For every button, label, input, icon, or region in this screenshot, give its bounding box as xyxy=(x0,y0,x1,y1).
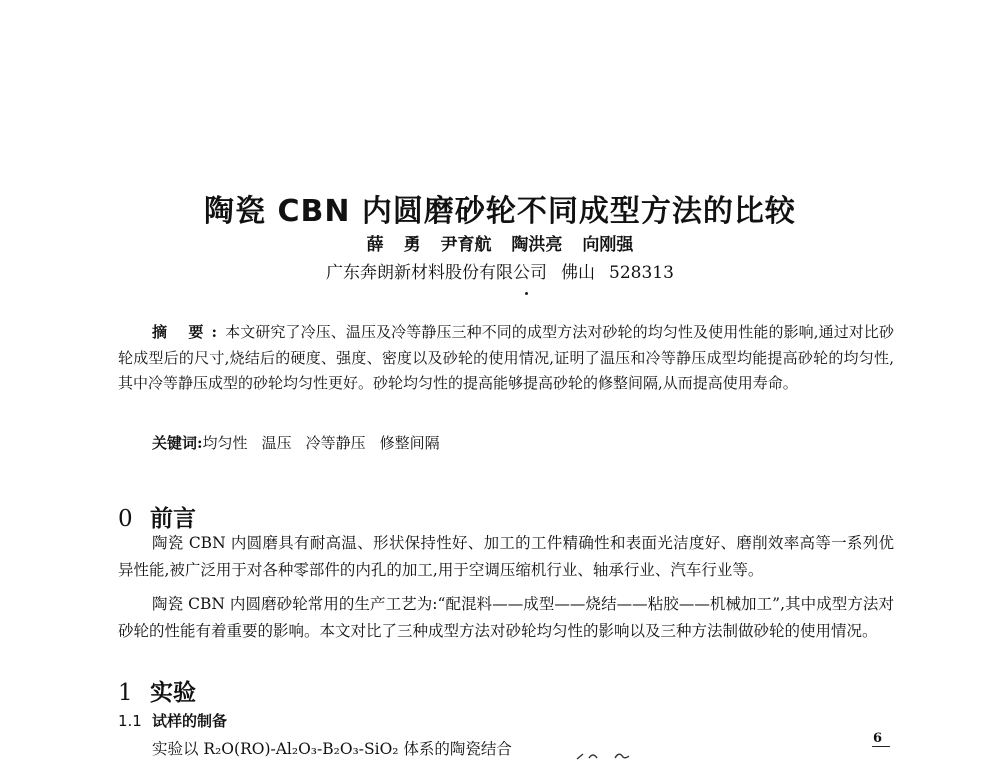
author-list xyxy=(0,230,1000,255)
keyword-3: 冷等静压 xyxy=(305,434,366,452)
subsection-heading xyxy=(118,710,227,731)
author-4: 向刚强 xyxy=(582,235,634,255)
paper-title: 陶瓷 CBN 内圆磨砂轮不同成型方法的比较 xyxy=(204,194,796,229)
author-1: 薛 勇 xyxy=(366,235,421,255)
author-2: 尹育航 xyxy=(440,235,492,255)
keywords-label: 关键词: xyxy=(152,434,203,452)
intro-paragraph-2 xyxy=(118,591,894,645)
keyword-2: 温压 xyxy=(261,434,292,452)
keywords xyxy=(152,432,440,453)
keyword-1: 均匀性 xyxy=(202,434,248,452)
section-heading-experiment xyxy=(118,674,196,707)
affiliation-org: 广东奔朗新材料股份有限公司 xyxy=(326,263,548,283)
intro-paragraph-2-text: 陶瓷 CBN 内圆磨砂轮常用的生产工艺为:“配混料——成型——烧结——粘胶——机械加工”,其中成型方法对砂轮的性能有着重要的影响。本文对比了三种成型方法对砂轮均匀性的影响以及三种方法制做砂轮的使用情况。 xyxy=(118,595,894,640)
handwritten-scribble xyxy=(575,750,635,760)
subsection-number: 1.1 xyxy=(118,712,142,730)
abstract xyxy=(118,320,894,397)
section-heading-intro xyxy=(118,500,196,533)
subsection-title: 试样的制备 xyxy=(152,712,228,730)
section-title: 实验 xyxy=(150,679,196,706)
margin-mark xyxy=(864,746,891,761)
intro-paragraph-1 xyxy=(118,530,894,584)
section-number: 0 xyxy=(118,506,133,532)
section-title: 前言 xyxy=(150,505,196,532)
affiliation xyxy=(0,258,1000,283)
abstract-text: 本文研究了冷压、温压及冷等静压三种不同的成型方法对砂轮的均匀性及使用性能的影响,通过对比砂轮成型后的尺寸,烧结后的硬度、强度、密度以及砂轮的使用情况,证明了温压和冷等静压成型均能提高砂轮的均匀性,其中冷等静压成型的砂轮均匀性更好。砂轮均匀性的提高能够提高砂轮的修整间隔,从而提高使用寿命。 xyxy=(118,323,894,392)
experiment-paragraph-1: 实验以 R₂O(RO)-Al₂O₃-B₂O₃-SiO₂ 体系的陶瓷结合 xyxy=(152,740,512,758)
abstract-label: 摘 要: xyxy=(152,323,226,341)
keyword-4: 修整间隔 xyxy=(379,434,440,452)
intro-paragraph-1-text: 陶瓷 CBN 内圆磨具有耐高温、形状保持性好、加工的工件精确性和表面光洁度好、磨削效率高等一系列优异性能,被广泛用于对各种零部件的内孔的加工,用于空调压缩机行业、轴承行业、汽车行业等。 xyxy=(118,534,894,579)
author-3: 陶洪亮 xyxy=(511,235,563,255)
affiliation-postcode: 528313 xyxy=(609,263,674,283)
stray-dot xyxy=(525,292,528,295)
section-number: 1 xyxy=(118,680,133,706)
margin-note: 6 xyxy=(873,731,883,746)
affiliation-city: 佛山 xyxy=(561,263,596,283)
